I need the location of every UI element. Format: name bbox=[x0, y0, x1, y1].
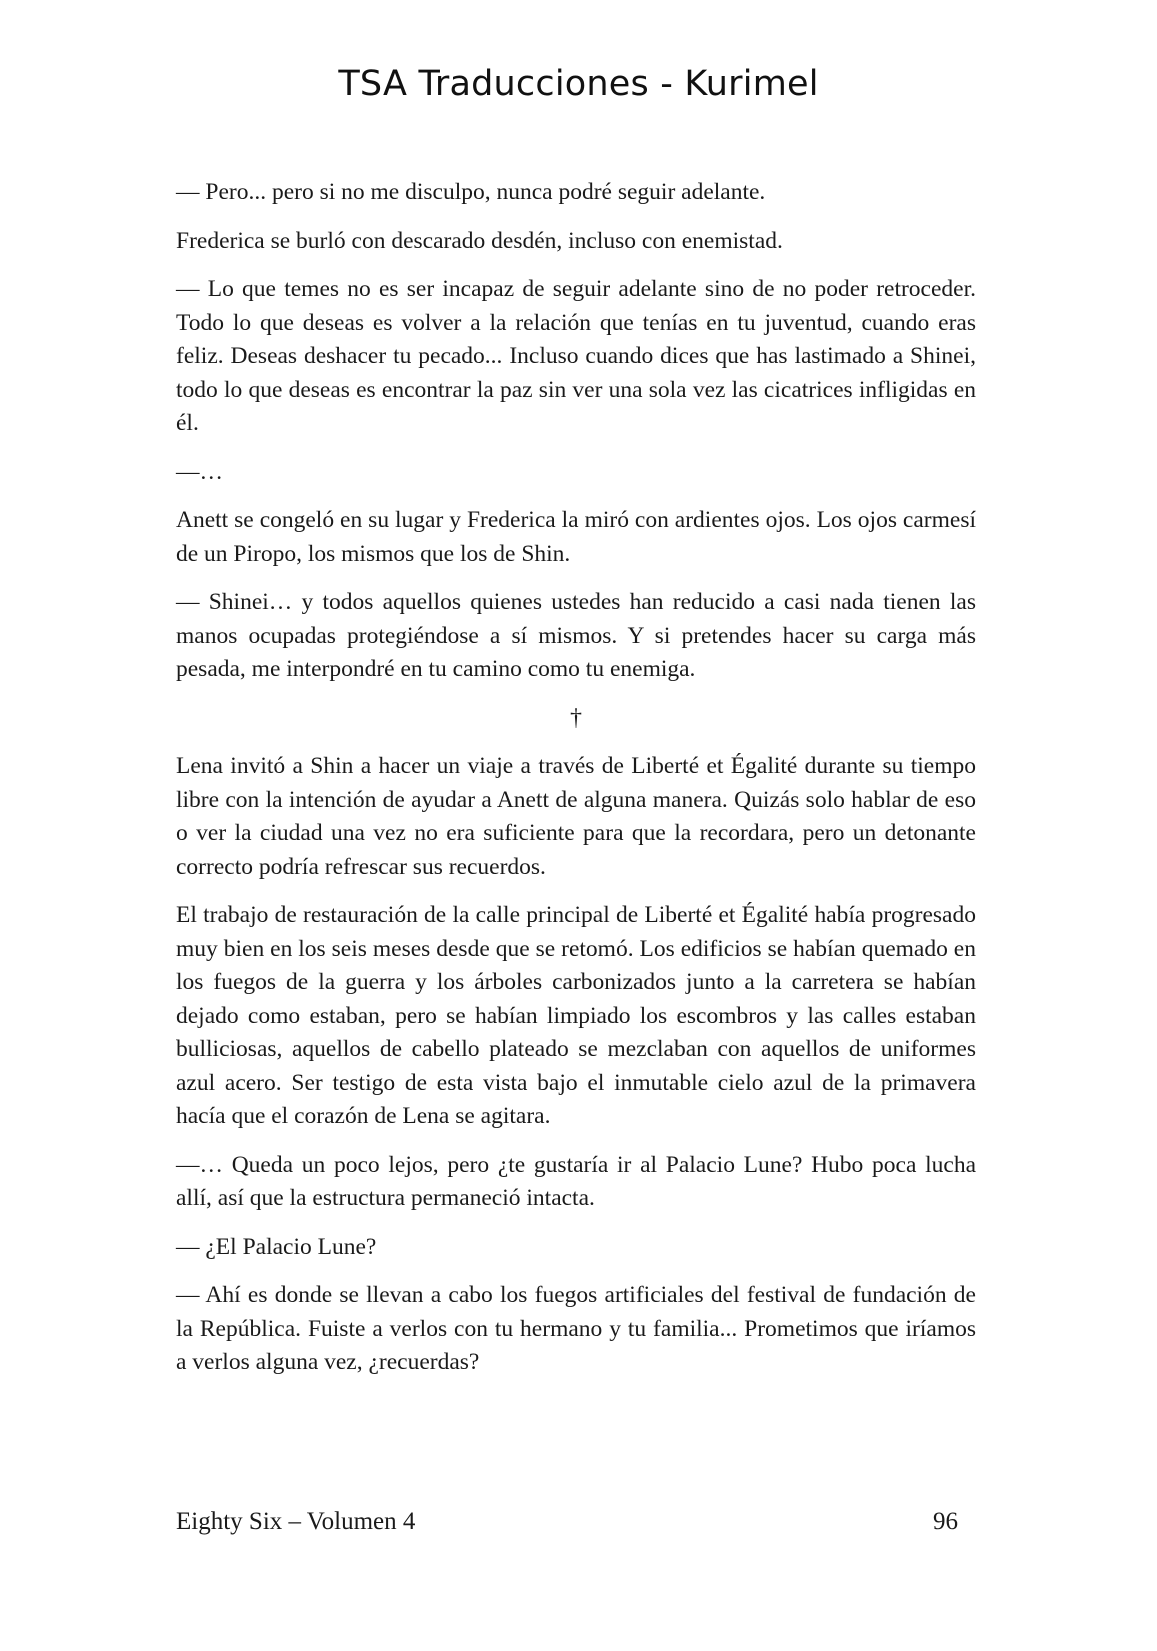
paragraph: — ¿El Palacio Lune? bbox=[176, 1233, 377, 1260]
paragraph: El trabajo de restauración de la calle principal de Liberté et Égalité había progresado muy bien en los seis meses desde que se retomó. Los edificios se habían quemado en los fuegos de la guerra y los árboles carbonizados junto a la carretera se habían dejado como estaban, pero se habían limpiado los escombros y las calles estaban bulliciosas, aquellos de cabello plateado se mezclaban con aquellos de uniformes azul acero. Ser testigo de esta vista bajo el inmutable cielo azul de la primavera hacía que el corazón de Lena se agitara. bbox=[176, 902, 976, 1129]
page-body bbox=[176, 176, 976, 1395]
page-number: 96 bbox=[933, 1508, 958, 1535]
paragraph: — Shinei… y todos aquellos quienes ustedes han reducido a casi nada tienen las manos ocupadas protegiéndose a sí mismos. Y si pretendes hacer su carga más pesada, me interpondré en tu camino como tu enemiga. bbox=[176, 589, 976, 682]
footer-book-title: Eighty Six – Volumen 4 bbox=[176, 1508, 416, 1535]
paragraph: —… Queda un poco lejos, pero ¿te gustaría ir al Palacio Lune? Hubo poca lucha allí, así que la estructura permaneció intacta. bbox=[176, 1151, 976, 1211]
page-header-title: TSA Traducciones - Kurimel bbox=[338, 64, 819, 104]
paragraph: — Lo que temes no es ser incapaz de seguir adelante sino de no poder retroceder. Todo lo que deseas es volver a la relación que tenías en tu juventud, cuando eras feliz. Deseas deshacer tu pecado... Incluso cuando dices que has lastimado a Shinei, todo lo que deseas es encontrar la paz sin ver una sola vez las cicatrices infligidas en él. bbox=[176, 276, 976, 436]
paragraph: Lena invitó a Shin a hacer un viaje a través de Liberté et Égalité durante su tiempo libre con la intención de ayudar a Anett de alguna manera. Quizás solo hablar de eso o ver la ciudad una vez no era suficiente para que la recordara, pero un detonante correcto podría refrescar sus recuerdos. bbox=[176, 753, 976, 880]
scene-break-dagger: † bbox=[570, 704, 582, 731]
paragraph: Anett se congeló en su lugar y Frederica la miró con ardientes ojos. Los ojos carmesí de un Piropo, los mismos que los de Shin. bbox=[176, 507, 976, 567]
paragraph: —… bbox=[176, 458, 223, 485]
paragraph: — Ahí es donde se llevan a cabo los fuegos artificiales del festival de fundación de la República. Fuiste a verlos con tu hermano y tu familia... Prometimos que iríamos a verlos alguna vez, ¿recuerdas? bbox=[176, 1282, 976, 1375]
paragraph: — Pero... pero si no me disculpo, nunca podré seguir adelante. bbox=[176, 179, 766, 205]
paragraph: Frederica se burló con descarado desdén, incluso con enemistad. bbox=[176, 227, 783, 254]
